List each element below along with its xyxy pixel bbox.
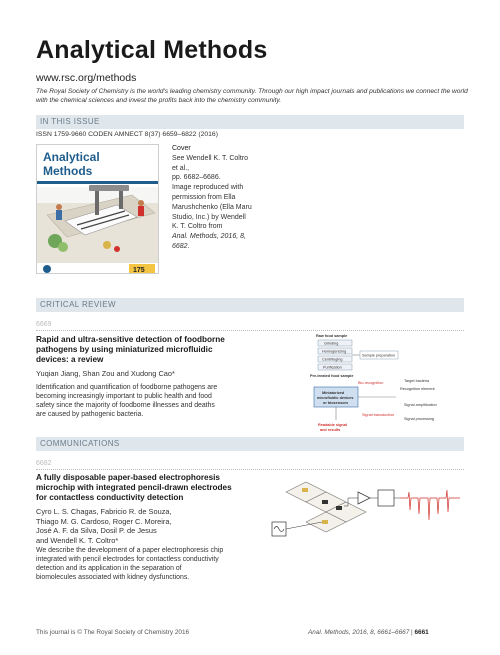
article-title-line: devices: a review [36,355,104,365]
cover-issue-badge: 175 [133,267,145,274]
article-abstract [36,547,272,583]
cover-title-2: Methods [43,164,93,178]
cover-image[interactable] [36,144,159,274]
footer-separator: | [409,629,415,636]
section-heading: CRITICAL REVIEW [40,300,116,309]
footer-copyright: This journal is © The Royal Society of Chemistry 2016 [36,629,190,636]
section-heading: COMMUNICATIONS [40,439,120,448]
flow-target: Target bacteria [404,379,430,383]
abstract-line: biomolecules associated with kidney dysfunctions. [36,573,190,581]
divider [36,330,464,331]
flow-grinding: Grinding [324,341,339,346]
flow-device-1: Miniaturized [322,391,345,395]
flow-device-2: microfluidic devices [317,396,354,400]
abstract-line: Identification and quantification of foodborne pathogens are [36,384,218,391]
cover-caption-line: See Wendell K. T. Coltro et al., [172,154,249,172]
communication-graphic [266,470,466,550]
article-page-number[interactable]: 6669 [36,321,52,328]
article-title-line: pathogens by using miniaturized microfluidic [36,345,213,355]
detector-box-icon [378,490,394,506]
abstract-line: integrated with pencil electrodes for contactless conductivity [36,555,219,563]
cover-caption-citation: Anal. Methods, 2016, 8, 6682. [172,233,246,250]
flow-raw-sample: Raw food sample [316,334,348,338]
flow-purification: Purification [323,365,342,370]
flow-biorecognition: Bio-recognition [358,381,384,385]
flow-device-3: or biosensors [323,401,349,405]
electropherogram-trace [400,490,460,520]
cover-caption-line: Studio, Inc.) by Wendell [172,213,246,221]
footer-page-number: 6661 [414,629,429,636]
footer-citation [308,629,429,636]
footer-cite: Anal. Methods, 2016, 8, 6661–6667 [308,629,410,636]
article-title-line: Rapid and ultra-sensitive detection of foodborne [36,335,225,344]
abstract-line: becoming increasingly important to public health and food [36,392,212,400]
section-bar-communications [36,437,464,451]
flow-readable-1: Readable signal [318,423,347,427]
abstract-line: are caused by pathogenic bacteria. [36,410,144,418]
authors-line: Thiago M. G. Cardoso, Roger C. Moreira, [36,516,172,526]
cover-illustration [37,145,159,274]
review-flow-diagram [306,332,464,436]
section-heading: IN THIS ISSUE [40,117,100,126]
cover-caption-title: Cover [172,145,191,152]
paper-chip [286,482,366,532]
section-bar-in-this-issue [36,115,464,129]
flow-sample-prep: Sample preparation [362,353,396,358]
abstract-line: We describe the development of a paper electrophoresis chip [36,547,224,554]
abstract-line: safety since the majority of foodborne illnesses and deaths [36,401,215,409]
flow-recog-element: Recognition element [400,387,435,391]
flow-readable-2: and results [320,428,341,432]
article-title-line: A fully disposable paper-based electrophoresis [36,473,220,482]
flow-pretreated: Pre-treated food sample [310,374,354,378]
abstract-line: detection and its application in the separation of [36,564,182,572]
journal-url[interactable]: www.rsc.org/methods [36,72,137,84]
cover-caption-line: Image reproduced with [172,184,244,192]
flow-signal-proc: Signal processing [404,417,434,421]
flow-signal-amp: Signal amplification [404,403,437,407]
authors-line: and Wendell K. T. Coltro* [36,535,119,545]
article-authors: Yuqian Jiang, Shan Zou and Xudong Cao* [36,369,175,378]
article-title-line: for contactless conductivity detection [36,493,184,503]
cover-title-1: Analytical [43,150,100,164]
section-bar-critical-review [36,298,464,312]
authors-line: José A. F. da Silva, Dosil P. de Jesus [36,526,157,536]
flow-centrifuging: Centrifuging [322,357,343,362]
article-page-number[interactable]: 6682 [36,460,52,467]
journal-tagline: The Royal Society of Chemistry is the world's leading chemistry community. Through our high impact journals and publications we connect the world with the chemical sciences and invest the profits back into the chemistry community. [36,88,468,104]
cover-caption-line: permission from Ella [172,193,236,201]
article-title-line: microchip with integrated pencil-drawn electrodes [36,483,232,493]
cover-caption-line: Marushchenko (Ella Maru [172,203,252,211]
flow-signal-trans: Signal transduction [362,413,395,417]
cover-caption-line: K. T. Coltro from [172,223,223,231]
amplifier-icon [358,492,370,504]
article-abstract [36,384,272,420]
flow-homogenizing: Homogenizing [322,349,347,354]
issn-line: ISSN 1759-9660 CODEN AMNECT 8(37) 6659–6822 (2016) [36,131,218,138]
article-authors [36,507,266,545]
article-title[interactable] [36,473,276,504]
authors-line: Cyro L. S. Chagas, Fabricio R. de Souza, [36,507,172,516]
journal-title: Analytical Methods [36,36,268,64]
article-title[interactable] [36,335,266,366]
cover-caption-line: pp. 6682–6686. [172,174,221,182]
cover-caption [172,144,254,252]
